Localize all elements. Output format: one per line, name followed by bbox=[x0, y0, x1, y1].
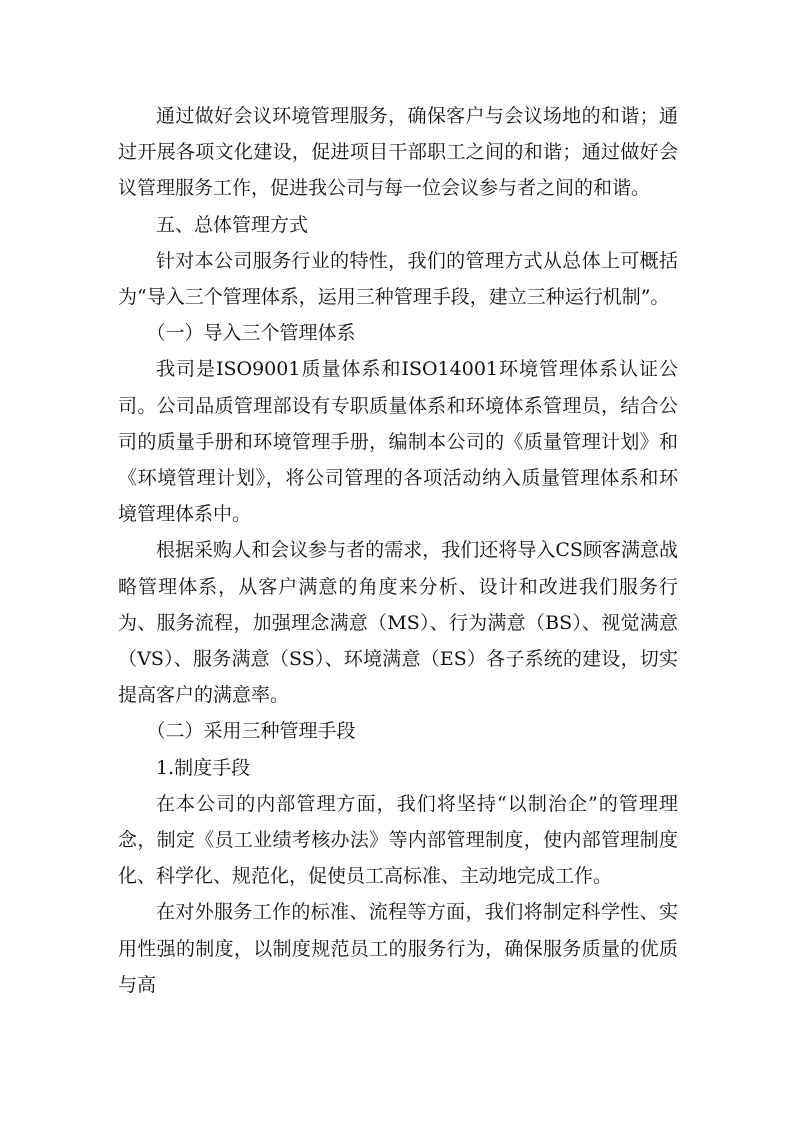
paragraph-management-summary: 针对本公司服务行业的特性，我们的管理方式从总体上可概括为“导入三个管理体系，运用三种管理手段，建立三种运行机制”。 bbox=[118, 249, 678, 309]
paragraph-external-service: 在对外服务工作的标准、流程等方面，我们将制定科学性、实用性强的制度，以制度规范员工的服务行为，确保服务质量的优质与高 bbox=[118, 901, 678, 996]
paragraph-iso-certification: 我司是ISO9001质量体系和ISO14001环境管理体系认证公司。公司品质管理部设有专职质量体系和环境体系管理员，结合公司的质量手册和环境管理手册，编制本公司的《质量管理计划》和《环境管理计划》，将公司管理的各项活动纳入质量管理体系和环境管理体系中。 bbox=[118, 358, 678, 526]
item-heading-institutional-means: 1.制度手段 bbox=[156, 756, 251, 779]
document-body bbox=[118, 98, 678, 1003]
paragraph-internal-management: 在本公司的内部管理方面，我们将坚持“以制治企”的管理理念，制定《员工业绩考核办法》等内部管理制度，使内部管理制度化、科学化、规范化，促使员工高标准、主动地完成工作。 bbox=[118, 792, 678, 888]
paragraph-harmony: 通过做好会议环境管理服务，确保客户与会议场地的和谐；通过开展各项文化建设，促进项目干部职工之间的和谐；通过做好会议管理服务工作，促进我公司与每一位会议参与者之间的和谐。 bbox=[118, 105, 678, 200]
subheading-three-means: （二）采用三种管理手段 bbox=[146, 720, 356, 743]
section-heading-overall-management: 五、总体管理方式 bbox=[156, 213, 309, 236]
paragraph-cs-system: 根据采购人和会议参与者的需求，我们还将导入CS顾客满意战略管理体系，从客户满意的角度来分析、设计和改进我们服务行为、服务流程，加强理念满意（MS）、行为满意（BS）、视觉满意（VS）、服务满意（SS）、环境满意（ES）各子系统的建设，切实提高客户的满意率。 bbox=[118, 539, 678, 707]
subheading-three-systems: （一）导入三个管理体系 bbox=[146, 322, 356, 345]
